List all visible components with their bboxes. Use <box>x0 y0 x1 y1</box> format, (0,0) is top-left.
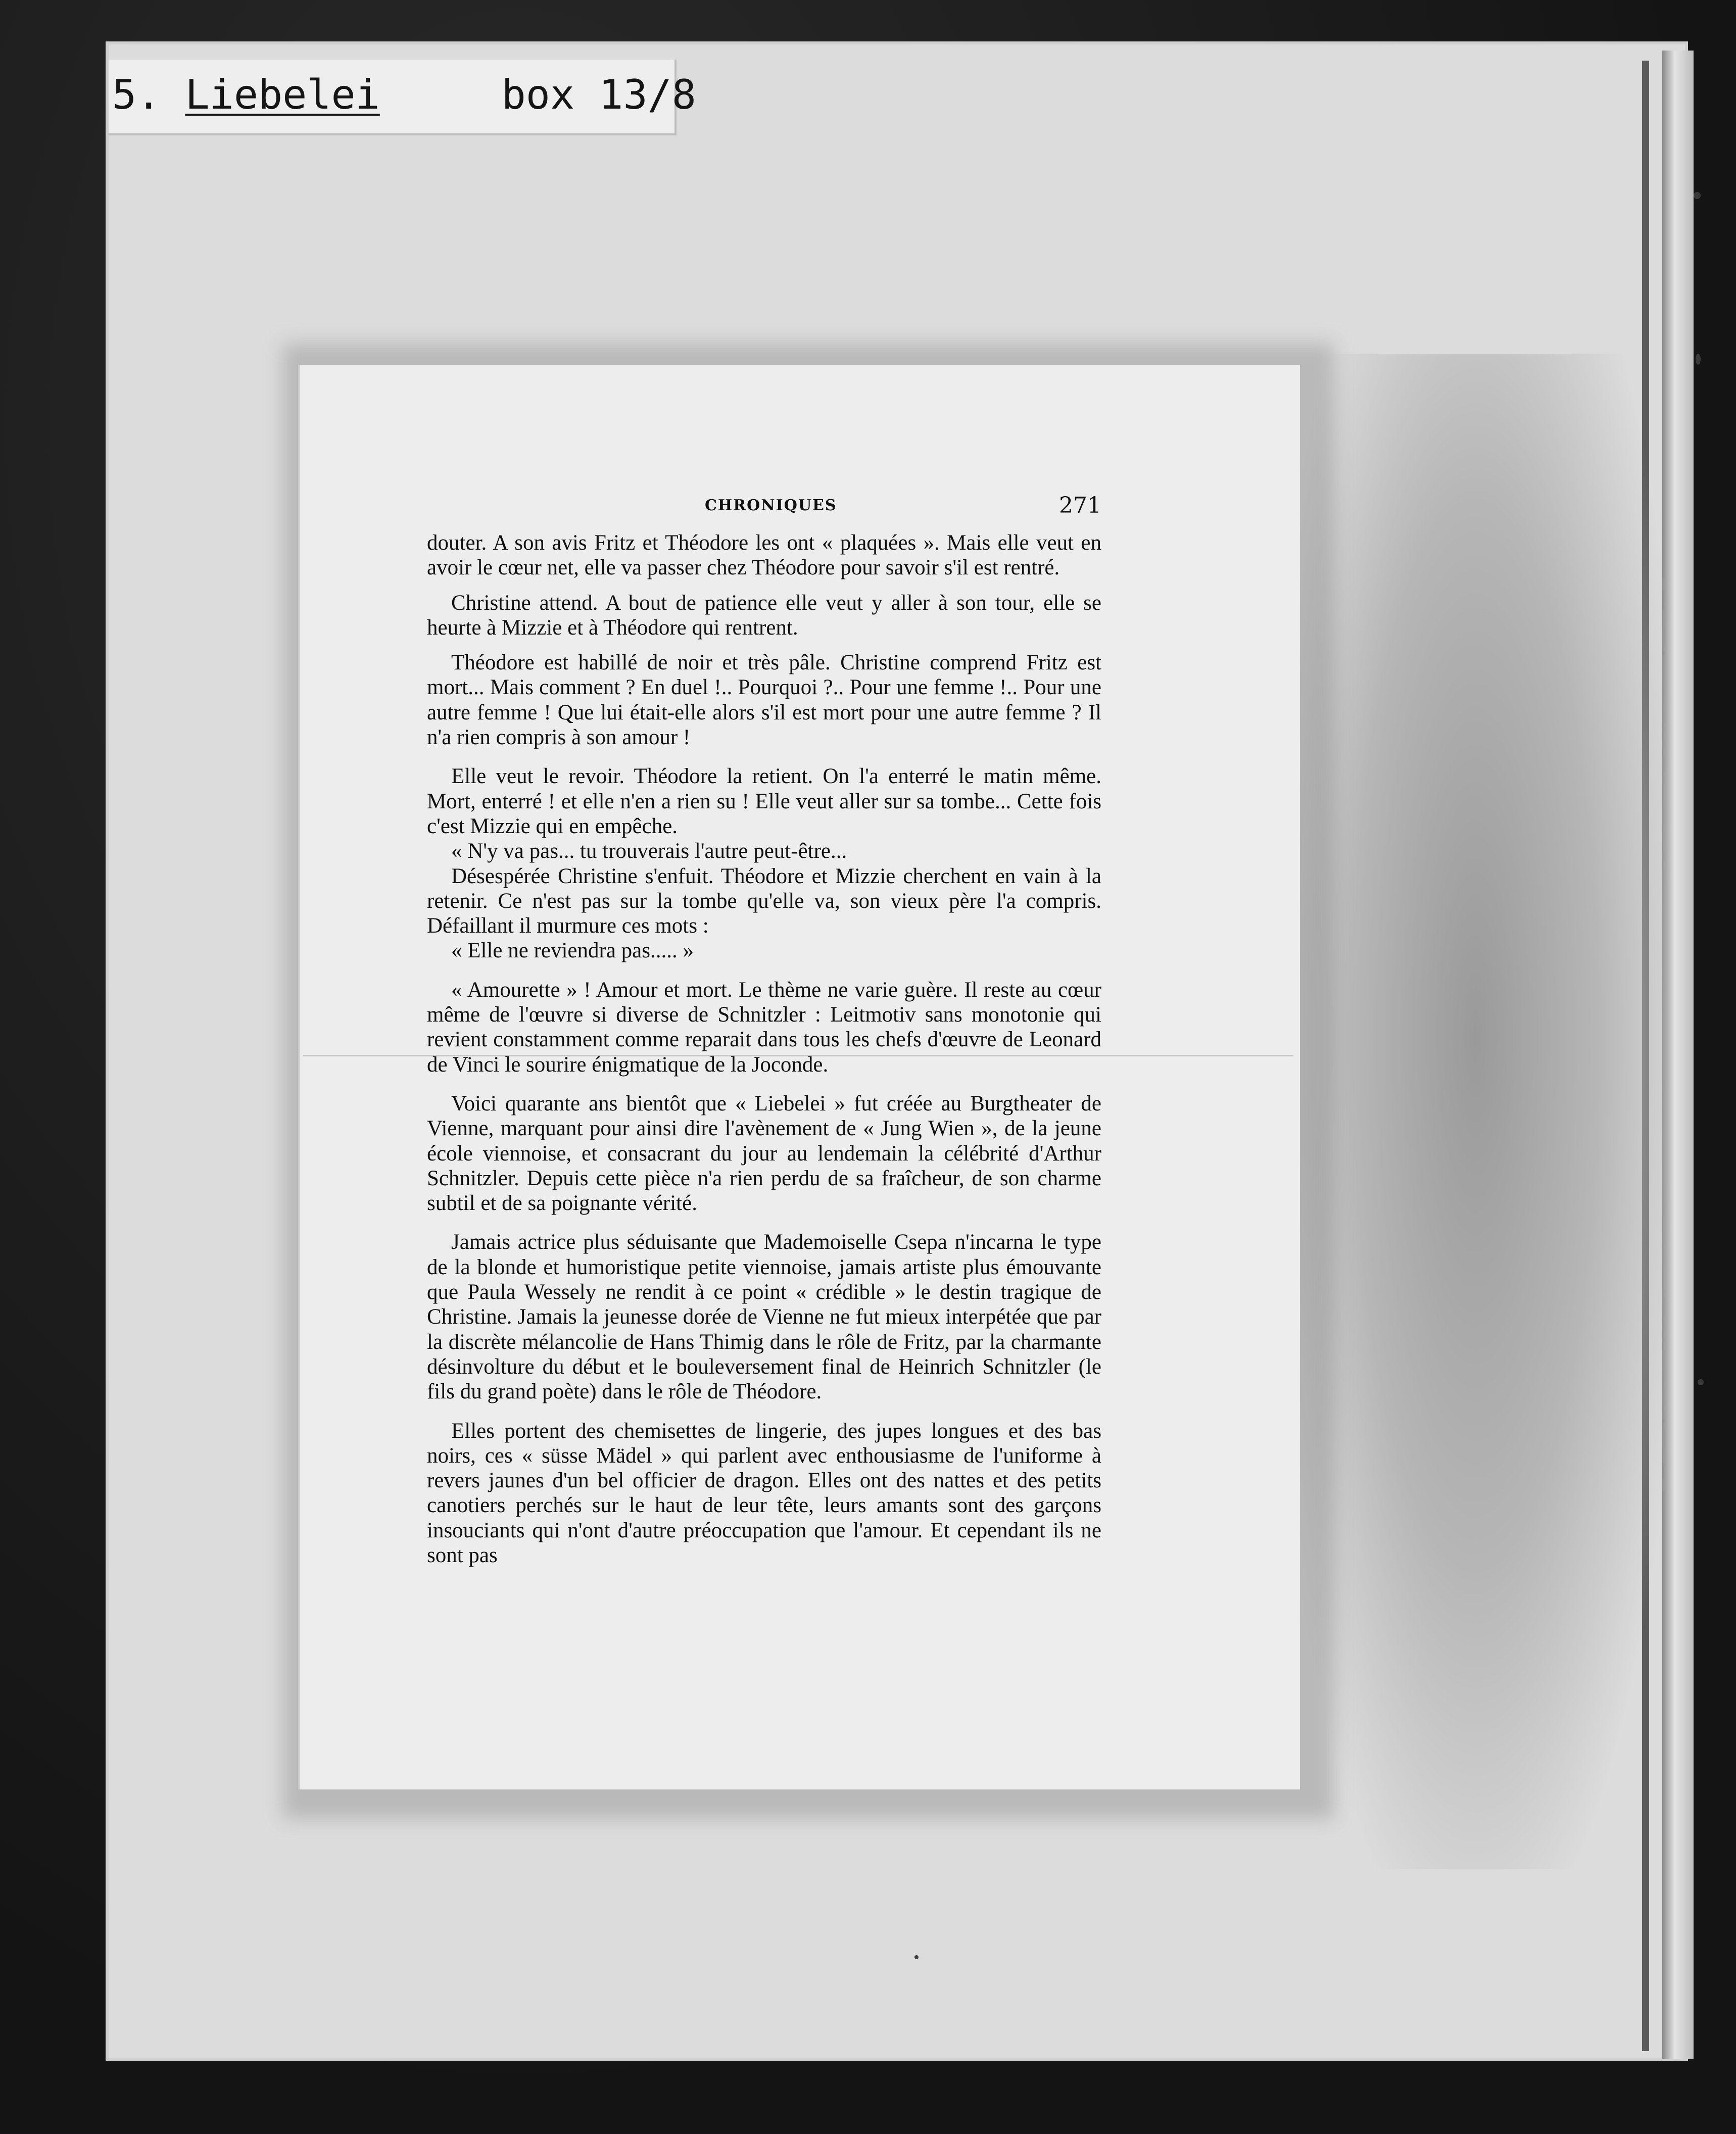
paragraph: Elle veut le revoir. Théodore la retient. On l'a enterré le matin même. Mort, enterré ! et elle n'en a rien su ! Elle veut aller sur sa tombe... Cette fois c'est Mizzie qui en empêche. <box>427 764 1101 838</box>
article-body <box>427 530 1101 1568</box>
dust-speck <box>1698 1379 1704 1385</box>
paragraph: « N'y va pas... tu trouverais l'autre peut-être... <box>451 839 847 863</box>
running-head <box>429 493 1101 523</box>
paragraph: Christine attend. A bout de patience elle veut y aller à son tour, elle se heurte à Mizzie et à Théodore qui rentrent. <box>427 591 1101 640</box>
label-box: box 13/8 <box>501 71 696 118</box>
label-number: 5. <box>112 71 161 118</box>
stain-shadow <box>1283 354 1667 1869</box>
paragraph: « Elle ne reviendra pas..... » <box>451 939 694 963</box>
page-number: 271 <box>1059 493 1101 518</box>
paragraph: douter. A son avis Fritz et Théodore les ont « plaquées ». Mais elle veut en avoir le cœur net, elle va passer chez Théodore pour savoir s'il est rentré. <box>427 531 1101 580</box>
paragraph: Elles portent des chemisettes de lingerie, des jupes longues et des bas noirs, ces « süsse Mädel » qui parlent avec enthousiasme de l'uniforme à revers jaunes d'un bel officier de dragon. Elles ont des nattes et des petits canotiers perchés sur le haut de leur tête, leurs amants sont des garçons insouciants qui n'ont d'autre préoccupation que l'amour. Et cependant ils ne sont pas <box>427 1419 1101 1567</box>
paragraph: Désespérée Christine s'enfuit. Théodore et Mizzie cherchent en vain à la retenir. Ce n'est pas sur la tombe qu'elle va, son vieux père l'a compris. Défaillant il murmure ces mots : <box>427 864 1101 938</box>
paragraph: Voici quarante ans bientôt que « Liebelei » fut créée au Burgtheater de Vienne, marquant pour ainsi dire l'avènement de « Jung Wien », de la jeune école viennoise, et consacrant du jour au lendemain la célébrité d'Arthur Schnitzler. Depuis cette pièce n'a rien perdu de sa fraîcheur, de son charme subtil et de sa poignante vérité. <box>427 1091 1101 1216</box>
dust-speck <box>1694 192 1701 199</box>
archive-label <box>112 65 696 125</box>
paragraph: « Amourette » ! Amour et mort. Le thème ne varie guère. Il reste au cœur même de l'œuvre si diverse de Schnitzler : Leitmotiv sans monotonie qui revient constamment comme reparait dans tous les chefs d'œuvre de Leonard de Vinci le sourire énigmatique de la Joconde. <box>427 978 1101 1077</box>
section-title: CHRONIQUES <box>705 497 837 514</box>
dust-speck <box>1696 354 1701 365</box>
paragraph: Jamais actrice plus séduisante que Mademoiselle Csepa n'incarna le type de la blonde et humoristique petite viennoise, jamais artiste plus émouvante que Paula Wessely ne rendit à ce point « crédible » le destin tragique de Christine. Jamais la jeunesse dorée de Vienne ne fut mieux interpétée que par la discrète mélancolie de Hans Thimig dans le rôle de Fritz, par la charmante désinvolture du début et le bouleversement final de Heinrich Schnitzler (le fils du grand poète) dans le rôle de Théodore. <box>427 1230 1101 1404</box>
dust-speck <box>914 1955 919 1959</box>
label-title: Liebelei <box>185 71 380 118</box>
paragraph: Théodore est habillé de noir et très pâle. Christine comprend Fritz est mort... Mais comment ? En duel !.. Pourquoi ?.. Pour une femme !.. Pour une autre femme ! Que lui était-elle alors s'il est mort pour une autre femme ? Il n'a rien compris à son amour ! <box>427 651 1101 750</box>
